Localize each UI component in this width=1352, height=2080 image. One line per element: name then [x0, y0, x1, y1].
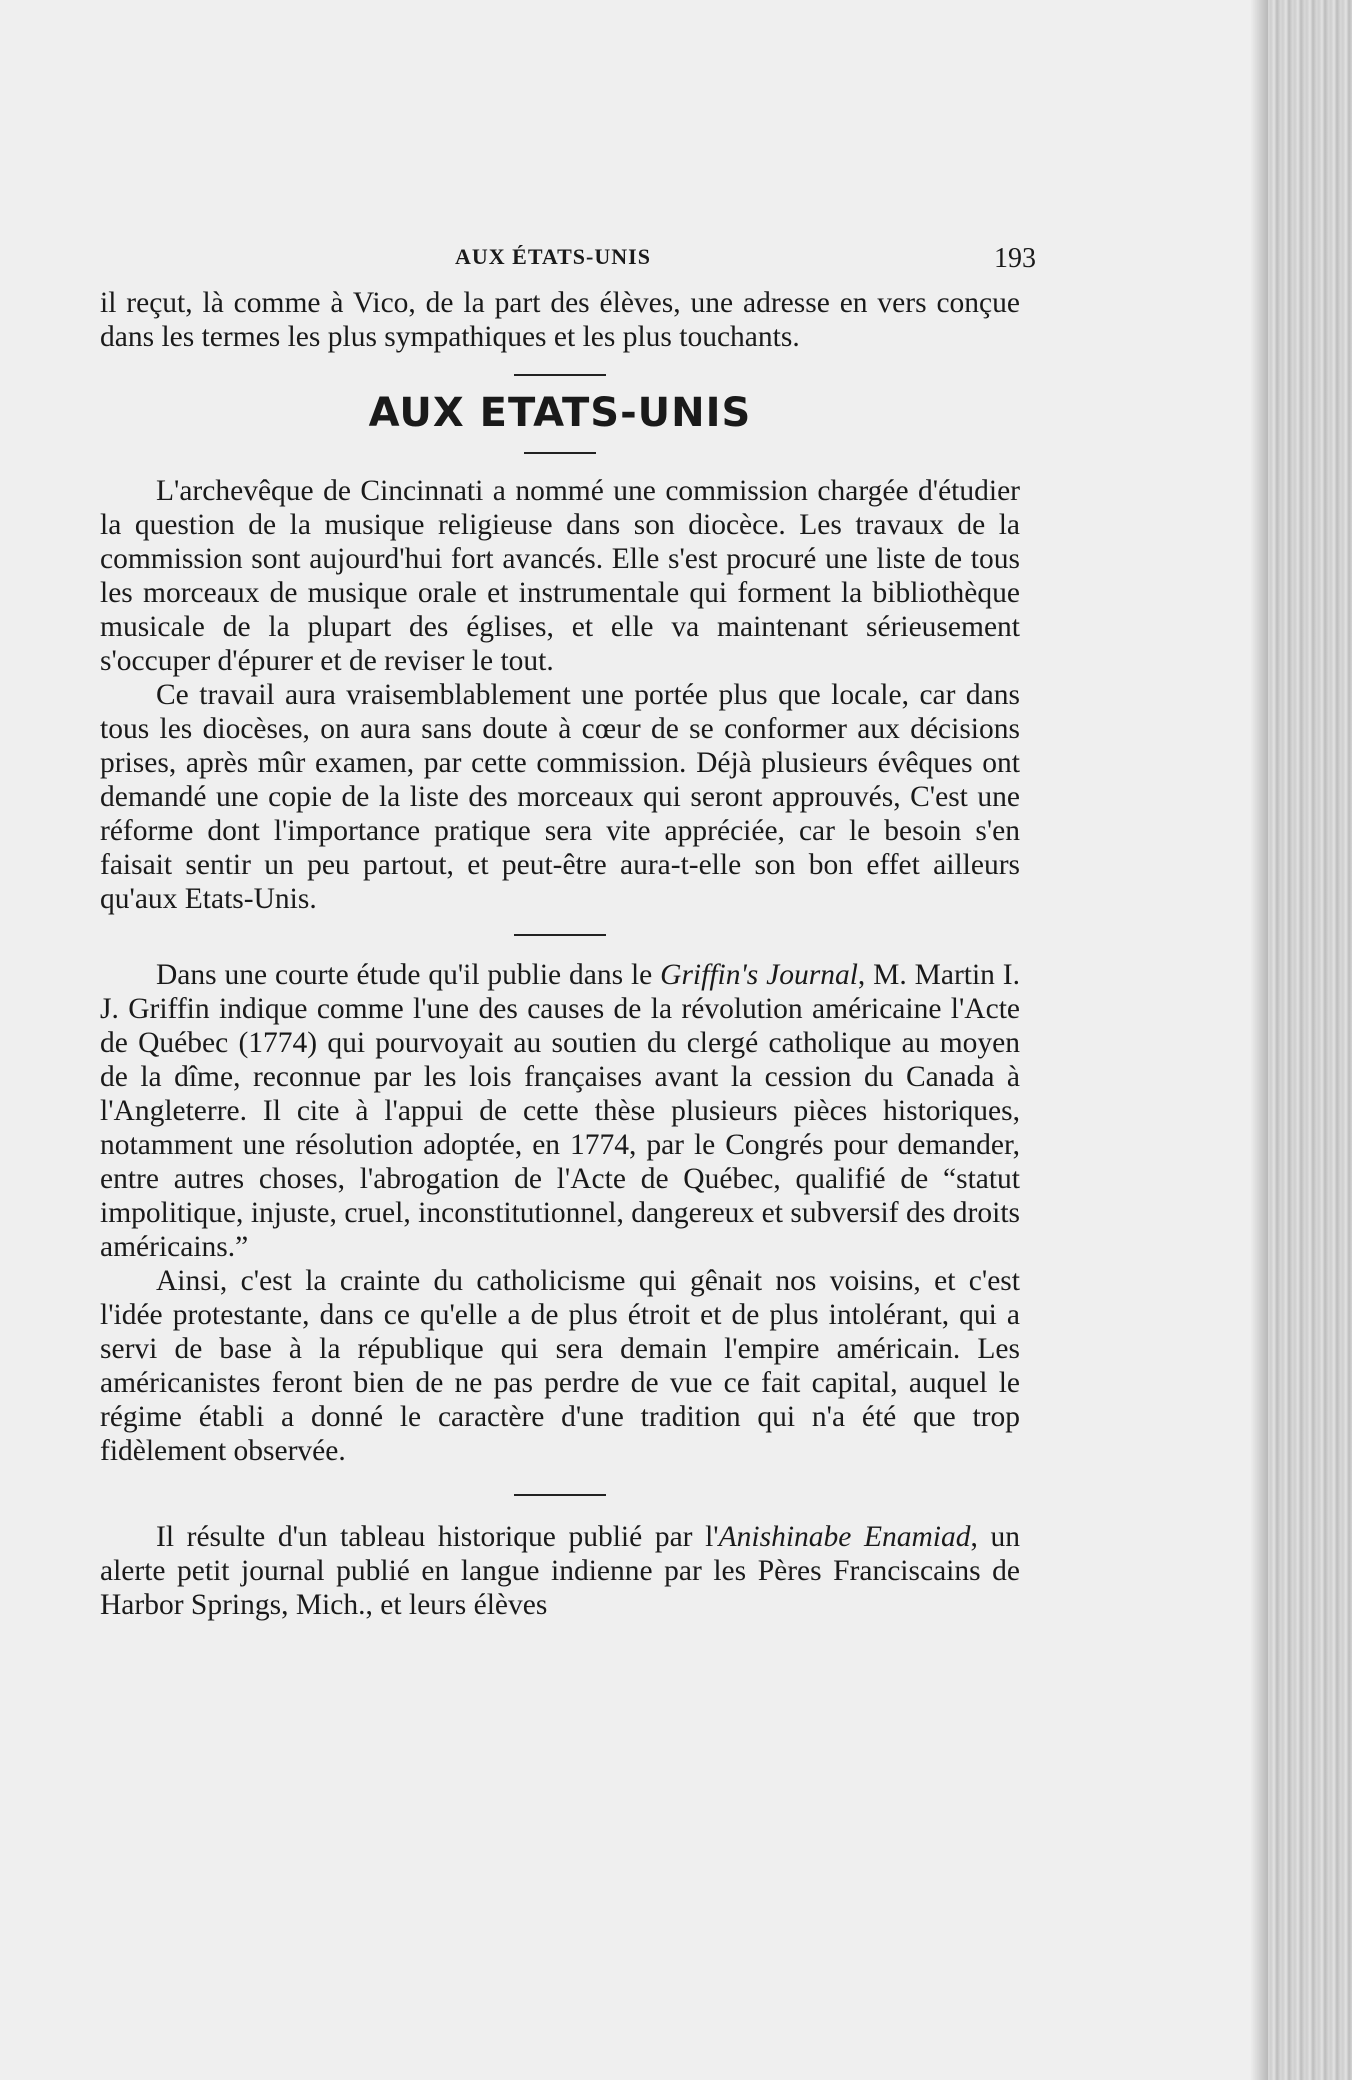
book-page-edges	[1268, 0, 1352, 2080]
paragraph-commission: L'archevêque de Cincinnati a nommé une commission chargée d'étudier la question de la musique religieuse dans son diocèce. Les travaux de la commission sont aujourd'hui fort avancés. Elle s'est procuré une liste de tous les morceaux de musique orale et instrumentale qui forment la bibliothèque musicale de la plupart des églises, et elle va maintenant sérieusement s'occuper d'épurer et de reviser le tout.	[100, 475, 1020, 677]
page-number: 193	[994, 243, 1036, 274]
section-rule	[514, 934, 606, 936]
continuation-paragraph: il reçut, là comme à Vico, de la part des élèves, une adresse en vers conçue dans les termes les plus sympathiques et les plus touchants.	[100, 287, 1020, 353]
paragraph-griffin-text-start: Dans une courte étude qu'il publie dans le	[156, 959, 661, 991]
section-heading: AUX ETATS-UNIS	[368, 390, 752, 436]
journal-title-anishinabe: Anishinabe Enamiad	[718, 1521, 971, 1553]
rule-above-heading	[514, 374, 606, 376]
paragraph-anishinabe-text-start: Il résulte d'un tableau historique publié par l'	[156, 1521, 719, 1553]
paragraph-reforme: Ce travail aura vraisemblablement une portée plus que locale, car dans tous les diocèses, on aura sans doute à cœur de se conformer aux décisions prises, après mûr examen, par cette commission. Déjà plusieurs évêques ont demandé une copie de la liste des morceaux qui seront approuvés, C'est une réforme dont l'importance pratique sera vite appréciée, car le besoin s'en faisait sentir un peu partout, et peut-être aura-t-elle son bon effet ailleurs qu'aux Etats-Unis.	[100, 679, 1020, 915]
running-title: AUX ÉTATS-UNIS	[455, 244, 651, 269]
paragraph-griffin-text-end: , M. Martin I. J. Griffin indique comme l'une des causes de la révolution américaine l'Acte de Québec (1774) qui pourvoyait au soutien du clergé catholique au moyen de la dîme, reconnue par les lois françaises avant la cession du Canada à l'Angleterre. Il cite à l'appui de cette thèse plusieurs pièces historiques, notamment une résolution adoptée, en 1774, par le Congrés pour demander, entre autres choses, l'abrogation de l'Acte de Québec, qualifié de “statut impolitique, injuste, cruel, inconstitutionnel, dangereux et subversif des droits américains.”	[100, 959, 1021, 1263]
paragraph-griffin	[100, 958, 1020, 1264]
running-head	[100, 240, 1036, 286]
paragraph-anishinabe	[100, 1520, 1020, 1622]
section-rule	[514, 1494, 606, 1496]
paragraph-anishinabe-text-end: , un alerte petit journal publié en langue indienne par les Pères Franciscains de Harbor Springs, Mich., et leurs élèves	[100, 1521, 1020, 1621]
journal-title-griffin: Griffin's Journal	[660, 959, 858, 991]
rule-below-heading	[524, 452, 596, 454]
paragraph-crainte: Ainsi, c'est la crainte du catholicisme qui gênait nos voisins, et c'est l'idée protestante, dans ce qu'elle a de plus étroit et de plus intolérant, qui a servi de base à la république qui sera demain l'empire américain. Les américanistes feront bien de ne pas perdre de vue ce fait capital, auquel le régime établi a donné le caractère d'une tradition qui n'a été que trop fidèlement observée.	[100, 1265, 1020, 1467]
text-column	[100, 240, 1036, 1622]
page-gutter-shadow	[1250, 0, 1268, 2080]
